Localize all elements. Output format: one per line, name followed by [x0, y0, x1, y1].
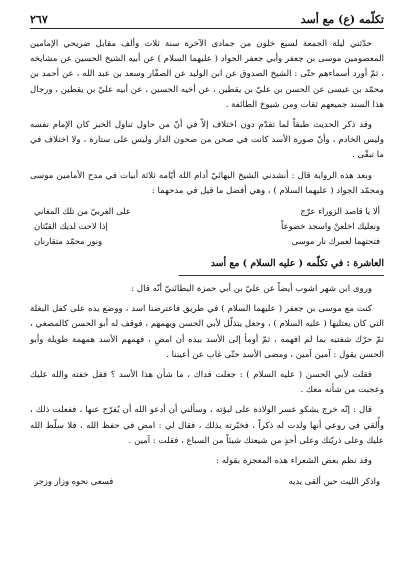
page-number: ٢٦٧ — [30, 13, 48, 26]
page-header — [30, 8, 384, 29]
verse-first-hemistich: واذكر الليث حين ألقى يديه — [288, 476, 380, 487]
paragraph-answer: قال : إنّه خرج يشكو عسر الولادة على لبؤته ، وسألني أن أدعو الله أن يُفرّج عنها ، ففعلت ذلك ، وأُلقي في روعي أنها ولدت له ذكراً ، فخبّرته بذلك ، فقال لي : امض في حفظ الله ، فلا سلّط الله عليك وعلى ذريّتك وعلى أحدٍ من شيعتك شيئاً من السباع ، فقلت : آمين . — [30, 405, 384, 446]
running-title: تكلّمه (ع) مع أسد — [300, 13, 384, 26]
poem-verse — [30, 234, 384, 249]
poem-miracle — [30, 474, 384, 489]
poem-praise — [30, 204, 384, 249]
verse-first-hemistich: ألا يا قاصد الزوراء عرّج — [300, 206, 380, 217]
poem-verse — [30, 204, 384, 219]
verse-second-hemistich: على الغربيّ من تلك المغاني — [34, 206, 131, 217]
verse-first-hemistich: ونعليك اخلعنْ واسجد خضوعاً — [281, 221, 380, 232]
verse-second-hemistich: إذا لاحت لديك القبّتان — [34, 221, 108, 232]
section-title: العاشرة : في تكلّمه ( عليه السلام ) مع أسد — [210, 258, 384, 270]
paragraph-poem-intro: وبعد هذه الرواية قال : أنشدني الشيخ البهائيّ أدام الله أيّامه ثلاثة أبيات في مدح الأمامين موسى ومحمّد الجواد ( عليهما السلام ) ، وهي أفضل ما قيل في مدحهما : — [30, 170, 384, 196]
poem-verse — [30, 219, 384, 234]
paragraph-poem2-intro: وقد نظم بعض الشعراء هذه المعجزة بقوله : — [216, 456, 372, 467]
verse-first-hemistich: فتحتهما لعمرك نار موسى — [291, 236, 380, 247]
paragraph-lion-story: كنت مع موسى بن جعفر ( عليهما السلام ) في طريق فاعترضنا اسد ، ووضع يده على كفل البغلة التي كان يعتليها ( عليه السلام ) ، وجعل يتذلّل لأبي الحسن ويهمهم ، فوقف له أبو الحسن كالمصغي ، ثمّ حرّك شفتيه بما لم افهمه ، ثمّ أومأ إلى الأسد بيده أن امضِ ، فهمهم الأسد همهمة طويلة وأبو الحسن يقول : آمين آمين ، ومضى الأسد حتّى غاب عن أعيننا . — [30, 304, 384, 360]
verse-second-hemistich: فسعى نحوه وزار وزجر — [34, 476, 114, 487]
paragraph-narration-source: وروى ابن شهر اشوب أيضاً عن عليّ بن أبي حمزة البطائنيّ أنّه قال : — [131, 284, 372, 295]
poem-verse — [30, 474, 384, 489]
title-divider — [179, 275, 384, 276]
verse-second-hemistich: ونور محمّد متقارنان — [34, 236, 103, 247]
paragraph-chain-of-narrators: حدّثني ليلة الجمعة لسبع خلون من جمادى الآخرة سنة ثلاث وألف مقابل ضريحي الإمامين المعصومين موسى بن جعفر وأبي جعفر الجواد ( عليهما السلام ) عن أبيه الشيخ الحسين عن مشايخه ، ثمّ أورد أسماءهم حتّى : الشيخ الصدوق عن ابن الوليد عن الصفّار وسعد بن عبد الله ، عن أحمد بن محمّد بن عيسى عن الحسن بن عليّ بن يقطين ، عن أخيه الحسين ، عن أبيه عليّ بن يقطين ، ورجال هذا السند جميعهم ثقات ومن شيوخ الطائفة . — [30, 39, 384, 110]
paragraph-question: فقلت لأبي الحسن ( عليه السلام ) : جعلت فداك ، ما شأن هذا الأسد ؟ فقل خفته والله عليك وعجبت من شأنه معك . — [30, 370, 384, 396]
paragraph-differences: وقد ذكر الحديث طبقاً لما تقدّم دون اختلاف إلاّ في أنّ من حاول تناول الخبز كان الإمام نفسه وليس الخادم ، وأنّ صورة الأسد كانت في صحن من صحون الدار وليس على ستارة ، ولا اختلاف في ما تبقّى . — [30, 120, 384, 161]
